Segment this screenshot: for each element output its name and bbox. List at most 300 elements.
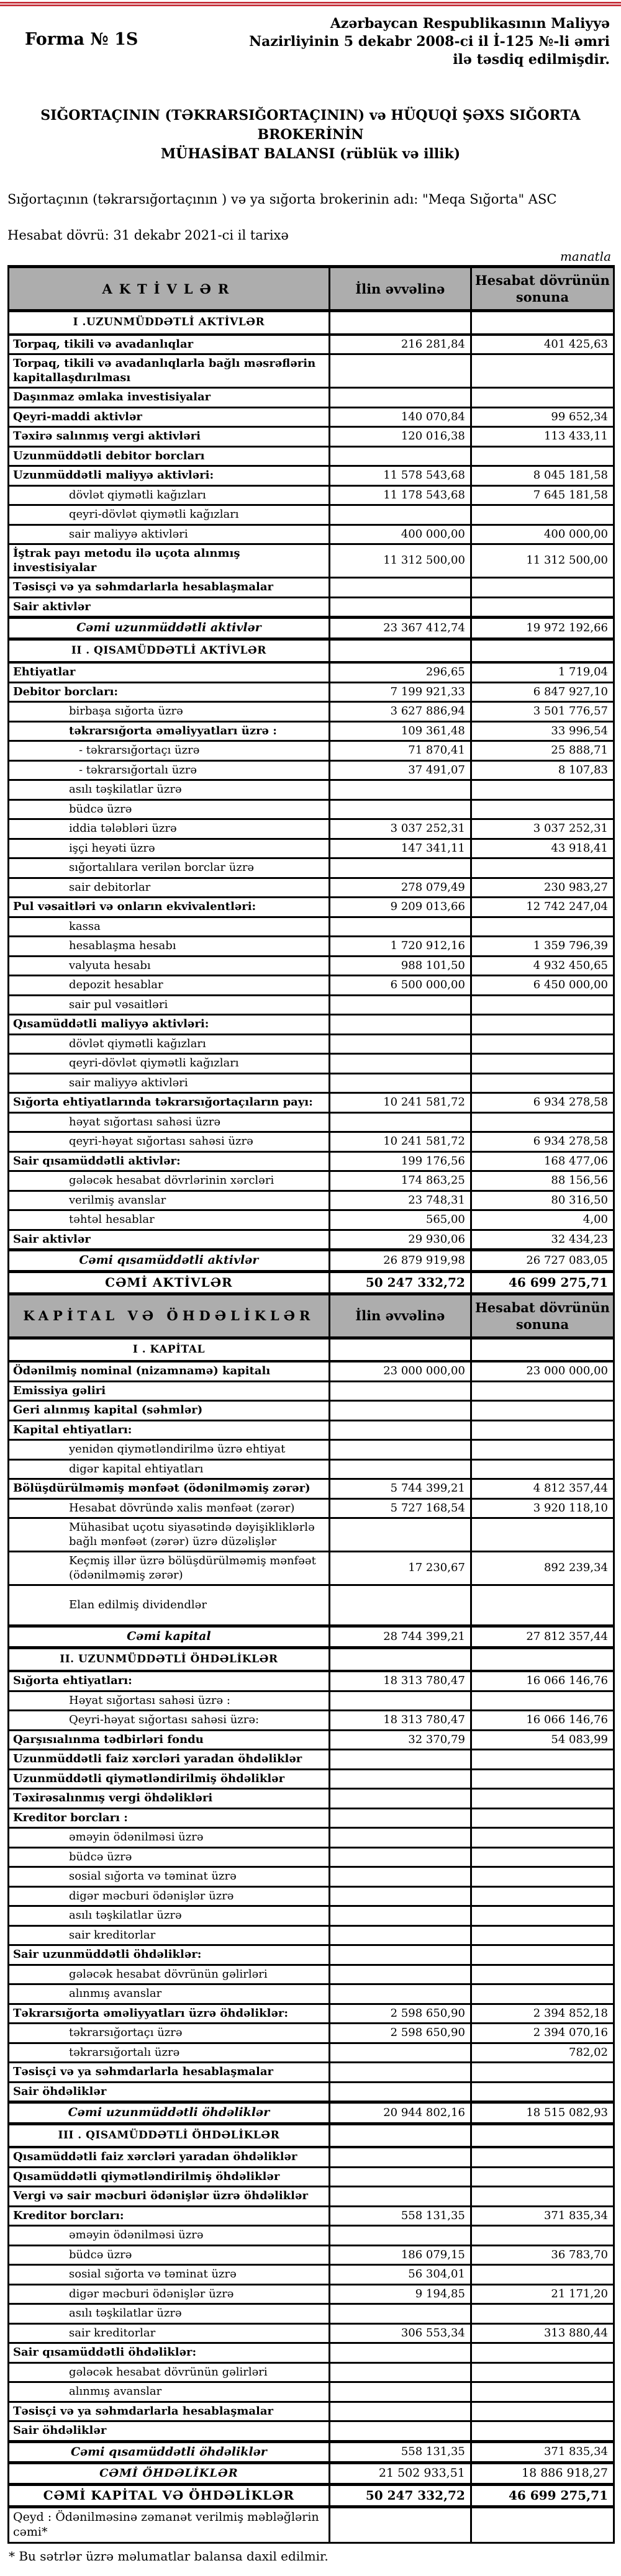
line-item-row	[9, 1034, 614, 1054]
row-label: valyuta hesabı	[9, 956, 330, 976]
row-label: Emissiya gəliri	[9, 1381, 330, 1401]
row-label: büdcə üzrə	[9, 2245, 330, 2265]
line-item-row	[9, 2362, 614, 2382]
value-period-end: 230 983,27	[471, 878, 614, 898]
value-year-begin	[329, 2382, 471, 2402]
value-period-end: 16 066 146,76	[471, 1671, 614, 1691]
row-label: dövlət qiymətli kağızları	[9, 485, 330, 505]
value-period-end: 4 932 450,65	[471, 956, 614, 976]
value-period-end	[471, 1420, 614, 1440]
value-year-begin: 174 863,25	[329, 1171, 471, 1191]
value-period-end	[471, 917, 614, 937]
value-year-begin: 71 870,41	[329, 741, 471, 761]
row-label: Ödənilmiş nominal (nizamnamə) kapitalı	[9, 1361, 330, 1381]
line-item-row	[9, 1093, 614, 1113]
row-label: Cəmi uzunmüddətli öhdəliklər	[9, 2102, 330, 2124]
line-item-row	[9, 1906, 614, 1926]
line-item-row	[9, 2245, 614, 2265]
value-period-end: 80 316,50	[471, 1191, 614, 1210]
column-header-year-begin: İlin əvvəlinə	[329, 1294, 471, 1338]
value-period-end	[471, 1847, 614, 1867]
reporting-period-line: Hesabat dövrü: 31 dekabr 2021-ci il tarixə	[7, 228, 289, 243]
value-period-end	[471, 2226, 614, 2246]
value-year-begin: 296,65	[329, 662, 471, 682]
row-label: Torpaq, tikili və avadanlıqlar	[9, 335, 330, 354]
row-label: təkrarsığorta əməliyyatları üzrə :	[9, 721, 330, 741]
line-item-row	[9, 1459, 614, 1479]
row-label: Kreditor borcları :	[9, 1808, 330, 1828]
value-period-end	[471, 1984, 614, 2004]
line-item-row	[9, 1925, 614, 1945]
line-item-row	[9, 741, 614, 761]
line-item-row	[9, 1381, 614, 1401]
value-period-end	[471, 1459, 614, 1479]
line-item-row	[9, 335, 614, 354]
value-period-end: 21 171,20	[471, 2284, 614, 2304]
row-label: birbaşa sığorta üzrə	[9, 702, 330, 722]
value-year-begin: 565,00	[329, 1210, 471, 1230]
value-year-begin: 9 209 013,66	[329, 898, 471, 917]
value-period-end: 401 425,63	[471, 335, 614, 354]
row-label: Sair aktivlər	[9, 597, 330, 618]
value-period-end: 33 996,54	[471, 721, 614, 741]
value-year-begin	[329, 1647, 471, 1671]
value-year-begin: 28 744 399,21	[329, 1626, 471, 1648]
value-period-end: 6 450 000,00	[471, 976, 614, 996]
row-label: gələcək hesabat dövrünün gəlirləri	[9, 1965, 330, 1984]
row-label: Sair qısamüddətli aktivlər:	[9, 1151, 330, 1171]
row-label: büdcə üzrə	[9, 799, 330, 819]
row-label: Təxirə salınmış vergi aktivləri	[9, 427, 330, 447]
value-period-end	[471, 388, 614, 408]
line-item-row	[9, 2043, 614, 2063]
row-label: əməyin ödənilməsi üzrə	[9, 1828, 330, 1848]
row-label: sair pul vəsaitləri	[9, 995, 330, 1015]
value-period-end	[471, 1750, 614, 1770]
value-period-end	[471, 446, 614, 466]
value-year-begin	[329, 1440, 471, 1460]
value-year-begin: 11 578 543,68	[329, 466, 471, 486]
value-year-begin	[329, 1965, 471, 1984]
value-year-begin: 558 131,35	[329, 2206, 471, 2226]
line-item-row	[9, 2265, 614, 2285]
row-label: təhtəl hesablar	[9, 1210, 330, 1230]
value-year-begin: 120 016,38	[329, 427, 471, 447]
line-item-row	[9, 1945, 614, 1965]
value-period-end	[471, 2343, 614, 2363]
line-item-row	[9, 427, 614, 447]
value-year-begin	[329, 780, 471, 800]
line-item-row	[9, 937, 614, 957]
value-period-end	[471, 1886, 614, 1906]
line-item-row	[9, 2063, 614, 2083]
value-year-begin	[329, 311, 471, 335]
value-period-end	[471, 1906, 614, 1926]
value-year-begin	[329, 1886, 471, 1906]
row-label: asılı təşkilatlar üzrə	[9, 780, 330, 800]
value-period-end: 782,02	[471, 2043, 614, 2063]
row-label: Hesabat dövründə xalis mənfəət (zərər)	[9, 1498, 330, 1518]
value-period-end	[471, 1925, 614, 1945]
value-year-begin: 147 341,11	[329, 839, 471, 858]
value-period-end	[471, 2421, 614, 2442]
value-year-begin	[329, 1338, 471, 1361]
row-label: - təkrarsığortaçı üzrə	[9, 741, 330, 761]
value-period-end: 6 847 927,10	[471, 682, 614, 702]
line-item-row	[9, 1808, 614, 1828]
document-header	[7, 15, 614, 80]
value-year-begin	[329, 2123, 471, 2147]
document-title-line-1: SIĞORTAÇININ (TƏKRARSIĞORTAÇININ) və HÜQUQİ ŞƏXS SIĞORTA BROKERİNİN	[40, 107, 581, 143]
row-label: Uzunmüddətli maliyyə aktivləri:	[9, 466, 330, 486]
value-period-end	[471, 578, 614, 598]
value-period-end	[471, 2123, 614, 2147]
row-label: sosial sığorta və təminat üzrə	[9, 2265, 330, 2285]
value-year-begin: 2 598 650,90	[329, 2004, 471, 2024]
value-year-begin: 1 720 912,16	[329, 937, 471, 957]
grand-total-row	[9, 2485, 614, 2507]
row-label: Uzunmüddətli faiz xərcləri yaradan öhdəliklər	[9, 1750, 330, 1770]
row-label: depozit hesablar	[9, 976, 330, 996]
value-period-end	[471, 505, 614, 525]
capital-table-header-row	[9, 1294, 614, 1338]
line-item-row	[9, 1769, 614, 1789]
value-year-begin	[329, 2421, 471, 2442]
line-item-row	[9, 2421, 614, 2442]
top-red-rule	[0, 2, 621, 6]
balance-sheet-document	[0, 2, 621, 2564]
row-label: Qeyri-maddi aktivlər	[9, 407, 330, 427]
value-period-end: 113 433,11	[471, 427, 614, 447]
line-item-row	[9, 1230, 614, 1250]
row-label: sair maliyyə aktivləri	[9, 525, 330, 544]
row-label: Kapital ehtiyatları:	[9, 1420, 330, 1440]
value-year-begin	[329, 1691, 471, 1711]
row-label: Keçmiş illər üzrə bölüşdürülməmiş mənfəət (ödənilməmiş zərər)	[9, 1552, 330, 1585]
line-item-row	[9, 466, 614, 486]
grand-total-row	[9, 2463, 614, 2485]
value-period-end	[471, 1769, 614, 1789]
line-item-row	[9, 702, 614, 722]
line-item-row	[9, 1171, 614, 1191]
row-label: Mühasibat uçotu siyasətində dəyişikliklərlə bağlı mənfəət (zərər) üzrə düzəlişlər	[9, 1518, 330, 1552]
value-year-begin	[329, 2507, 471, 2543]
line-item-row	[9, 2226, 614, 2246]
line-item-row	[9, 1440, 614, 1460]
value-year-begin: 558 131,35	[329, 2441, 471, 2463]
value-period-end	[471, 2507, 614, 2543]
row-label: iddia tələbləri üzrə	[9, 819, 330, 839]
row-label: Daşınmaz əmlaka investisiyalar	[9, 388, 330, 408]
line-item-row	[9, 839, 614, 858]
row-label: Torpaq, tikili və avadanlıqlarla bağlı məsrəflərin kapitallaşdırılması	[9, 354, 330, 388]
line-item-row	[9, 1965, 614, 1984]
value-period-end	[471, 1585, 614, 1626]
value-period-end	[471, 597, 614, 618]
value-year-begin	[329, 1381, 471, 1401]
line-item-row	[9, 1132, 614, 1152]
line-item-row	[9, 485, 614, 505]
value-period-end	[471, 780, 614, 800]
row-label: qeyri-dövlət qiymətli kağızları	[9, 1054, 330, 1074]
value-period-end: 1 359 796,39	[471, 937, 614, 957]
value-year-begin	[329, 388, 471, 408]
line-item-row	[9, 354, 614, 388]
line-item-row	[9, 525, 614, 544]
value-period-end: 8 107,83	[471, 760, 614, 780]
value-year-begin: 7 199 921,33	[329, 682, 471, 702]
line-item-row	[9, 760, 614, 780]
line-item-row	[9, 1585, 614, 1626]
line-item-row	[9, 1828, 614, 1848]
value-year-begin	[329, 1015, 471, 1035]
value-period-end: 36 783,70	[471, 2245, 614, 2265]
line-item-row	[9, 407, 614, 427]
subtotal-row	[9, 1626, 614, 1648]
line-item-row	[9, 976, 614, 996]
row-label: təkrarsığortalı üzrə	[9, 2043, 330, 2063]
row-label: Qısamüddətli qiymətləndirilmiş öhdəliklər	[9, 2167, 330, 2187]
value-year-begin	[329, 2226, 471, 2246]
row-label: Sair öhdəliklər	[9, 2082, 330, 2102]
line-item-row	[9, 1112, 614, 1132]
value-period-end	[471, 1945, 614, 1965]
value-period-end	[471, 354, 614, 388]
row-label: Təkrarsığorta əməliyyatları üzrə öhdəliklər:	[9, 2004, 330, 2024]
company-name-line: Sığortaçının (təkrarsığortaçının ) və ya sığorta brokerinin adı: "Meqa Sığorta" ASC	[7, 192, 557, 207]
line-item-row	[9, 1711, 614, 1731]
row-label: Qeyd : Ödənilməsinə zəmanət verilmiş məbləğlərin cəmi*	[9, 2507, 330, 2543]
value-year-begin	[329, 1420, 471, 1440]
value-year-begin	[329, 639, 471, 662]
value-period-end	[471, 1518, 614, 1552]
value-period-end	[471, 1073, 614, 1093]
line-item-row	[9, 662, 614, 682]
row-label: əməyin ödənilməsi üzrə	[9, 2226, 330, 2246]
row-label: Təxirəsalınmış vergi öhdəlikləri	[9, 1789, 330, 1809]
value-period-end: 25 888,71	[471, 741, 614, 761]
value-year-begin	[329, 505, 471, 525]
value-year-begin	[329, 1984, 471, 2004]
value-year-begin	[329, 1906, 471, 1926]
value-year-begin	[329, 799, 471, 819]
line-item-row	[9, 1191, 614, 1210]
column-header-period-end: Hesabat dövrünün sonuna	[471, 1294, 614, 1338]
row-label: Sair aktivlər	[9, 1230, 330, 1250]
row-label: gələcək hesabat dövrlərinin xərcləri	[9, 1171, 330, 1191]
column-header-year-begin: İlin əvvəlinə	[329, 267, 471, 311]
value-year-begin: 10 241 581,72	[329, 1132, 471, 1152]
row-label: sair maliyyə aktivləri	[9, 1073, 330, 1093]
row-label: Qeyri-həyat sığortası sahəsi üzrə:	[9, 1711, 330, 1731]
value-year-begin	[329, 2147, 471, 2167]
value-year-begin: 216 281,84	[329, 335, 471, 354]
footnote: * Bu sətrlər üzrə məlumatlar balansa daxil edilmir.	[9, 2548, 329, 2564]
row-label: sosial sığorta və təminat üzrə	[9, 1867, 330, 1887]
value-year-begin	[329, 1847, 471, 1867]
value-period-end: 11 312 500,00	[471, 544, 614, 578]
row-label: Pul vəsaitləri və onların ekvivalentləri:	[9, 898, 330, 917]
value-period-end: 32 434,23	[471, 1230, 614, 1250]
value-period-end	[471, 2187, 614, 2207]
value-year-begin: 23 000 000,00	[329, 1361, 471, 1381]
value-year-begin	[329, 1925, 471, 1945]
row-label: işçi heyəti üzrə	[9, 839, 330, 858]
value-period-end: 8 045 181,58	[471, 466, 614, 486]
row-label: yenidən qiymətləndirilmə üzrə ehtiyat	[9, 1440, 330, 1460]
value-period-end	[471, 1440, 614, 1460]
row-label: sair kreditorlar	[9, 2323, 330, 2343]
value-period-end: 313 880,44	[471, 2323, 614, 2343]
value-period-end: 371 835,34	[471, 2441, 614, 2463]
value-period-end: 6 934 278,58	[471, 1132, 614, 1152]
value-period-end: 46 699 275,71	[471, 2485, 614, 2507]
line-item-row	[9, 1498, 614, 1518]
value-period-end: 7 645 181,58	[471, 485, 614, 505]
row-label: Cəmi qısamüddətli öhdəliklər	[9, 2441, 330, 2463]
value-year-begin: 23 367 412,74	[329, 618, 471, 639]
value-period-end	[471, 2082, 614, 2102]
row-label: Ehtiyatlar	[9, 662, 330, 682]
line-item-row	[9, 1073, 614, 1093]
value-period-end: 6 934 278,58	[471, 1093, 614, 1113]
value-year-begin	[329, 2043, 471, 2063]
row-label: təkrarsığortaçı üzrə	[9, 2024, 330, 2043]
value-year-begin: 56 304,01	[329, 2265, 471, 2285]
row-label: digər kapital ehtiyatları	[9, 1459, 330, 1479]
row-label: asılı təşkilatlar üzrə	[9, 1906, 330, 1926]
row-label: I .UZUNMÜDDƏTLİ AKTİVLƏR	[9, 311, 330, 335]
row-label: Kreditor borcları:	[9, 2206, 330, 2226]
note-row	[9, 2507, 614, 2543]
value-year-begin	[329, 578, 471, 598]
value-period-end	[471, 639, 614, 662]
value-period-end	[471, 1867, 614, 1887]
value-year-begin	[329, 2304, 471, 2324]
value-period-end	[471, 995, 614, 1015]
value-year-begin: 186 079,15	[329, 2245, 471, 2265]
value-year-begin: 21 502 933,51	[329, 2463, 471, 2485]
value-year-begin: 2 598 650,90	[329, 2024, 471, 2043]
value-period-end: 12 742 247,04	[471, 898, 614, 917]
value-period-end: 3 037 252,31	[471, 819, 614, 839]
value-year-begin: 6 500 000,00	[329, 976, 471, 996]
value-period-end	[471, 1401, 614, 1421]
value-period-end: 99 652,34	[471, 407, 614, 427]
value-period-end: 26 727 083,05	[471, 1250, 614, 1272]
value-year-begin: 11 312 500,00	[329, 544, 471, 578]
value-year-begin	[329, 1585, 471, 1626]
form-number: Forma № 1S	[25, 30, 138, 49]
value-period-end	[471, 1112, 614, 1132]
value-year-begin	[329, 1828, 471, 1848]
value-year-begin	[329, 917, 471, 937]
value-period-end: 88 156,56	[471, 1171, 614, 1191]
row-label: alınmış avanslar	[9, 1984, 330, 2004]
value-year-begin: 20 944 802,16	[329, 2102, 471, 2124]
value-period-end: 2 394 852,18	[471, 2004, 614, 2024]
section-header-row	[9, 1338, 614, 1361]
line-item-row	[9, 1151, 614, 1171]
assets-rows	[9, 311, 614, 1294]
row-label: asılı təşkilatlar üzrə	[9, 2304, 330, 2324]
value-year-begin	[329, 354, 471, 388]
value-period-end	[471, 311, 614, 335]
line-item-row	[9, 2082, 614, 2102]
value-year-begin: 400 000,00	[329, 525, 471, 544]
line-item-row	[9, 2382, 614, 2402]
value-year-begin: 18 313 780,47	[329, 1711, 471, 1731]
approval-line-1: Azərbaycan Respublikasının Maliyyə	[330, 16, 610, 32]
row-label: verilmiş avanslar	[9, 1191, 330, 1210]
value-year-begin: 199 176,56	[329, 1151, 471, 1171]
line-item-row	[9, 1552, 614, 1585]
row-label: Cəmi uzunmüddətli aktivlər	[9, 618, 330, 639]
row-label: dövlət qiymətli kağızları	[9, 1034, 330, 1054]
value-year-begin: 5 727 168,54	[329, 1498, 471, 1518]
row-label: Uzunmüddətli debitor borcları	[9, 446, 330, 466]
value-year-begin	[329, 1945, 471, 1965]
grand-total-row	[9, 1271, 614, 1294]
row-label: Qısamüddətli faiz xərcləri yaradan öhdəliklər	[9, 2147, 330, 2167]
value-year-begin	[329, 1750, 471, 1770]
value-year-begin: 32 370,79	[329, 1730, 471, 1750]
line-item-row	[9, 878, 614, 898]
value-period-end: 18 886 918,27	[471, 2463, 614, 2485]
value-period-end	[471, 2265, 614, 2285]
line-item-row	[9, 819, 614, 839]
assets-column-title: AKTİVLƏR	[9, 267, 330, 311]
row-label: İştrak payı metodu ilə uçota alınmış investisiyalar	[9, 544, 330, 578]
row-label: Sair uzunmüddətli öhdəliklər:	[9, 1945, 330, 1965]
row-label: Sığorta ehtiyatları:	[9, 1671, 330, 1691]
line-item-row	[9, 1054, 614, 1074]
line-item-row	[9, 597, 614, 618]
row-label: həyat sığortası sahəsi üzrə	[9, 1112, 330, 1132]
row-label: Qısamüddətli maliyyə aktivləri:	[9, 1015, 330, 1035]
value-year-begin	[329, 2063, 471, 2083]
line-item-row	[9, 780, 614, 800]
line-item-row	[9, 1671, 614, 1691]
value-year-begin: 26 879 919,98	[329, 1250, 471, 1272]
row-label: Vergi və sair məcburi ödənişlər üzrə öhdəliklər	[9, 2187, 330, 2207]
value-year-begin: 3 037 252,31	[329, 819, 471, 839]
value-year-begin: 278 079,49	[329, 878, 471, 898]
value-period-end: 892 239,34	[471, 1552, 614, 1585]
line-item-row	[9, 682, 614, 702]
value-period-end: 46 699 275,71	[471, 1271, 614, 1294]
value-year-begin: 17 230,67	[329, 1552, 471, 1585]
value-period-end	[471, 2362, 614, 2382]
row-label: Qarşısıalınma tədbirləri fondu	[9, 1730, 330, 1750]
value-period-end: 371 835,34	[471, 2206, 614, 2226]
value-year-begin	[329, 1867, 471, 1887]
value-period-end	[471, 858, 614, 878]
section-header-row	[9, 311, 614, 335]
line-item-row	[9, 1518, 614, 1552]
value-period-end: 4,00	[471, 1210, 614, 1230]
line-item-row	[9, 898, 614, 917]
row-label: gələcək hesabat dövrünün gəlirləri	[9, 2362, 330, 2382]
value-period-end: 3 920 118,10	[471, 1498, 614, 1518]
line-item-row	[9, 578, 614, 598]
line-item-row	[9, 995, 614, 1015]
line-item-row	[9, 505, 614, 525]
line-item-row	[9, 721, 614, 741]
value-year-begin	[329, 858, 471, 878]
value-period-end	[471, 2147, 614, 2167]
line-item-row	[9, 2167, 614, 2187]
